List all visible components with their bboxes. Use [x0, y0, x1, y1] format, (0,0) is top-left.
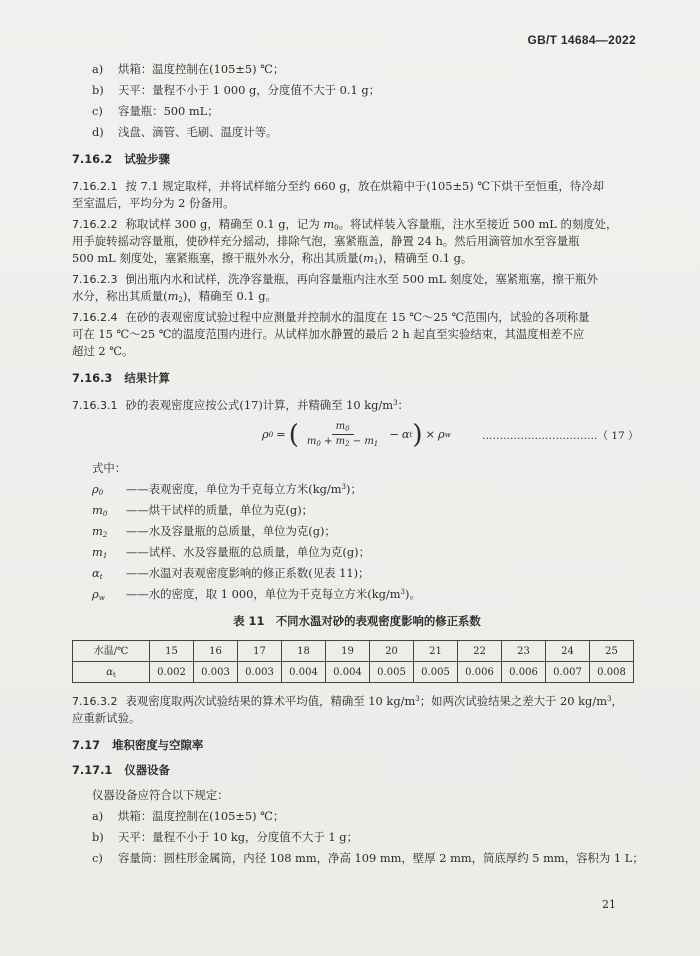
table-cell-temperature: 15 [150, 641, 194, 662]
list-item-label: b) [92, 830, 104, 844]
table-cell-coefficient: 0.002 [150, 662, 194, 683]
clause-7-16-2-3-cont: 水分，称出其质量$(m_2)$，精确至 0.1 g。 [72, 289, 277, 304]
variable-definition: $\alpha_t$ ——水温对表观密度影响的修正系数(见表 11)； [92, 566, 370, 581]
variable-definition: $m_2$ ——水及容量瓶的总质量，单位为克(g)； [92, 524, 336, 539]
list-item-text: 天平：量程不小于 10 kg，分度值不大于 1 g； [118, 830, 358, 844]
clause-7-16-3-2: 7.16.3.2 表观密度取两次试验结果的算术平均值，精确至 10 $kg/m^3$；如两次试验结果之差大于 20 $kg/m^3$， [72, 694, 623, 708]
table-cell-coefficient: 0.003 [194, 662, 238, 683]
table-header-temperature: 水温/℃ [73, 641, 150, 662]
list-item-text: 容量筒：圆柱形金属筒，内径 108 mm，净高 109 mm，壁厚 2 mm，筒底厚约 5 mm，容积为 1 L； [118, 851, 644, 865]
list-item [72, 82, 642, 99]
list-item [72, 850, 642, 867]
list-item-label: c) [92, 104, 103, 118]
table-cell-coefficient: 0.004 [282, 662, 326, 683]
table-cell-temperature: 21 [414, 641, 458, 662]
list-item-label: c) [92, 851, 103, 865]
clause-7-16-3-2-cont: 应重新试验。 [72, 711, 141, 725]
list-item-text: 天平：量程不小于 1 000 g，分度值不大于 0.1 g； [118, 83, 381, 97]
variable-definition: $\rho_w$ ——水的密度，取 1 000，单位为千克每立方米$(kg/m^3)$。 [92, 587, 421, 602]
table-header-coefficient: $\alpha_t$ [73, 662, 150, 683]
clause-7-16-2-2-line2: 用手旋转摇动容量瓶，使砂样充分摇动，排除气泡，塞紧瓶盖，静置 24 h。然后用滴管加水至容量瓶 [72, 234, 580, 248]
table-cell-coefficient: 0.006 [458, 662, 502, 683]
where-label: 式中： [92, 461, 127, 475]
section-heading-7-16-2: 7.16.2 试验步骤 [72, 152, 170, 166]
variable-definition: $m_1$ ——试样、水及容量瓶的总质量，单位为克(g)； [92, 545, 370, 560]
list-item [72, 103, 642, 120]
list-item-label: d) [92, 125, 104, 139]
standard-code: GB/T 14684—2022 [527, 33, 636, 47]
equipment-intro: 仪器设备应符合以下规定： [92, 788, 229, 802]
list-item-label: a) [92, 62, 104, 76]
table-row-temperature [73, 641, 634, 662]
variable-list [72, 481, 642, 607]
clause-7-16-2-4-line2: 可在 15 ℃～25 ℃的温度范围内进行。从试样加水静置的最后 2 h 起直至实验结束，其温度相差不应 [72, 327, 585, 341]
equipment-list-2 [72, 808, 642, 867]
table-cell-coefficient: 0.004 [326, 662, 370, 683]
clause-7-16-2-4-line3: 超过 2 ℃。 [72, 344, 134, 358]
clause-7-16-2-4: 7.16.2.4 在砂的表观密度试验过程中应测量并控制水的温度在 15 ℃～25 ℃范围内，试验的各项称量 [72, 310, 590, 324]
table-11 [72, 640, 634, 683]
list-item [72, 829, 642, 846]
clause-7-16-2-1-cont: 至室温后，平均分为 2 份备用。 [72, 196, 235, 210]
table-cell-temperature: 20 [370, 641, 414, 662]
variable-definition: $\rho_0$ ——表观密度，单位为千克每立方米$(kg/m^3)$； [92, 482, 362, 497]
table-cell-temperature: 17 [238, 641, 282, 662]
table-11-caption: 表 11 不同水温对砂的表观密度影响的修正系数 [233, 614, 481, 628]
clause-7-16-2-3: 7.16.2.3 倒出瓶内水和试样，洗净容量瓶，再向容量瓶内注水至 500 mL 刻度处，塞紧瓶塞，擦干瓶外 [72, 272, 598, 286]
table-cell-coefficient: 0.007 [546, 662, 590, 683]
clause-7-16-2-2-line3: 500 mL 刻度处，塞紧瓶塞，擦干瓶外水分，称出其质量$(m_1)$，精确至 0.1 g。 [72, 251, 473, 266]
table-cell-coefficient: 0.005 [370, 662, 414, 683]
table-cell-temperature: 23 [502, 641, 546, 662]
page-number: 21 [602, 898, 616, 911]
table-cell-coefficient: 0.003 [238, 662, 282, 683]
list-item-label: b) [92, 83, 104, 97]
clause-7-16-2-2: 7.16.2.2 称取试样 300 g，精确至 0.1 g，记为 $m_0$。将试样装入容量瓶，注水至接近 500 mL 的刻度处， [72, 217, 618, 232]
section-heading-7-17: 7.17 堆积密度与空隙率 [72, 738, 204, 752]
table-cell-temperature: 24 [546, 641, 590, 662]
equation-number: ……………………………（ 17 ） [482, 430, 639, 442]
clause-7-16-3-1: 7.16.3.1 砂的表观密度应按公式(17)计算，并精确至 10 $kg/m^3$： [72, 398, 409, 412]
section-heading-7-17-1: 7.17.1 仪器设备 [72, 763, 170, 777]
table-cell-coefficient: 0.008 [590, 662, 634, 683]
clause-7-16-2-1: 7.16.2.1 按 7.1 规定取样，并将试样缩分至约 660 g，放在烘箱中于(105±5) ℃下烘干至恒重，待冷却 [72, 179, 605, 193]
list-item-text: 烘箱：温度控制在(105±5) ℃； [118, 62, 285, 76]
list-item-text: 浅盘、滴管、毛刷、温度计等。 [118, 125, 278, 139]
formula-fraction: $\frac{m_0}{m_0 + m_2 - m_1}$ [306, 421, 379, 448]
section-heading-7-16-3: 7.16.3 结果计算 [72, 371, 170, 385]
list-item [72, 808, 642, 825]
table-cell-temperature: 22 [458, 641, 502, 662]
list-item [72, 124, 642, 141]
formula-17 [72, 416, 642, 454]
equipment-list-1 [72, 61, 642, 141]
formula-expression: ρ 0 = ( $\frac{m_0}{m_0 + m_2 - m_1}$ − α t ) × ρ w [262, 419, 451, 450]
table-cell-temperature: 25 [590, 641, 634, 662]
table-cell-coefficient: 0.006 [502, 662, 546, 683]
variable-definition: $m_0$ ——烘干试样的质量，单位为克(g)； [92, 503, 314, 518]
list-item [72, 61, 642, 78]
list-item-text: 烘箱：温度控制在(105±5) ℃； [118, 809, 285, 823]
table-cell-coefficient: 0.005 [414, 662, 458, 683]
list-item-label: a) [92, 809, 104, 823]
table-row-coefficient [73, 662, 634, 683]
table-cell-temperature: 18 [282, 641, 326, 662]
page-body [72, 61, 642, 867]
table-cell-temperature: 19 [326, 641, 370, 662]
table-cell-temperature: 16 [194, 641, 238, 662]
list-item-text: 容量瓶：500 mL； [118, 104, 219, 118]
